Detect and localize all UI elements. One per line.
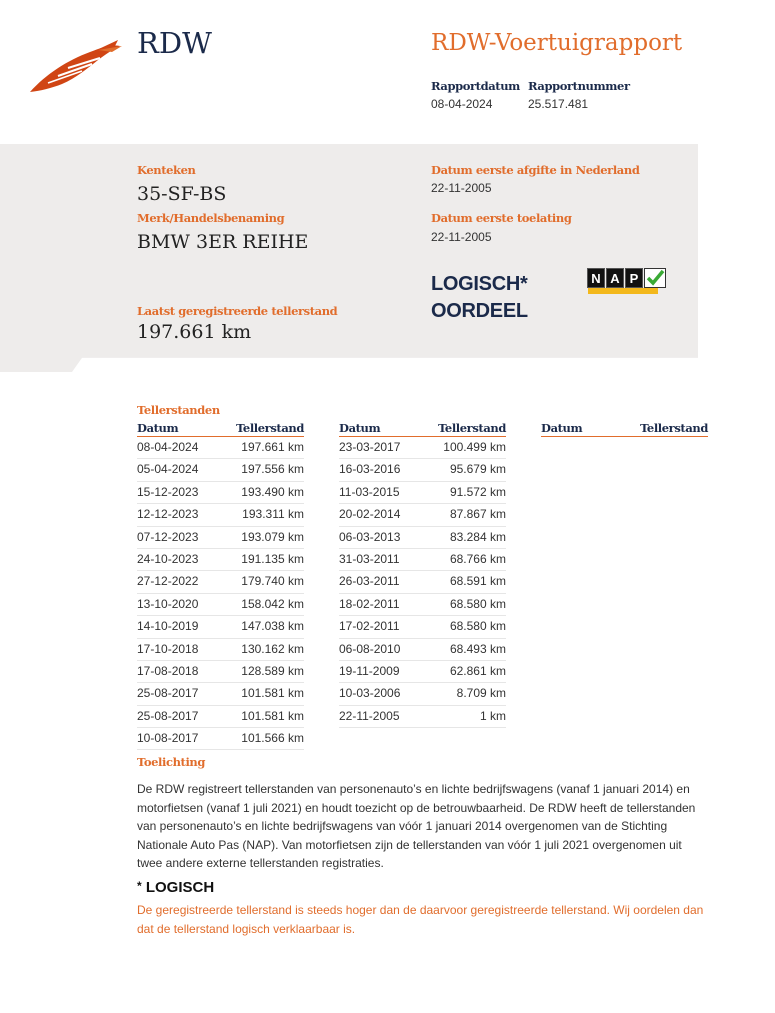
odometer-value: 197.661 km <box>137 321 252 343</box>
reading-row <box>137 728 304 750</box>
reading-row <box>339 616 506 638</box>
reading-row <box>137 594 304 616</box>
reading-date: 25-08-2017 <box>137 686 199 701</box>
reading-km: 197.556 km <box>241 462 304 477</box>
reading-date: 10-08-2017 <box>137 731 199 746</box>
reading-row <box>137 683 304 705</box>
reading-km: 193.311 km <box>242 507 304 522</box>
reading-row <box>137 706 304 728</box>
reading-row <box>339 437 506 459</box>
reading-date: 12-12-2023 <box>137 507 199 522</box>
first-nl-label: Datum eerste afgifte in Nederland <box>431 163 640 177</box>
reading-date: 25-08-2017 <box>137 708 199 723</box>
first-admission-value: 22-11-2005 <box>431 230 492 244</box>
reading-row <box>137 616 304 638</box>
date-header: Datum <box>137 421 179 435</box>
reading-date: 23-03-2017 <box>339 440 401 454</box>
reading-row <box>339 482 506 504</box>
logisch-text: De geregistreerde tellerstand is steeds hoger dan de daarvoor geregistreerde tellerstand. Wij oordelen dan dat de tellerstand logisch verklaarbaar is. <box>137 903 704 936</box>
reading-km: 101.566 km <box>241 731 304 746</box>
reading-km: 95.679 km <box>449 462 506 477</box>
brand-name: RDW <box>137 26 212 60</box>
reading-row <box>339 706 506 728</box>
reading-header: Tellerstand <box>236 421 304 435</box>
reading-km: 191.135 km <box>241 551 304 566</box>
reading-km: 1 km <box>479 708 506 723</box>
explanation-title: Toelichting <box>137 755 206 769</box>
reading-km: 128.589 km <box>241 663 304 678</box>
make-value: BMW 3ER REIHE <box>137 231 309 253</box>
report-date-label: Rapportdatum <box>431 79 520 93</box>
reading-row <box>339 639 506 661</box>
reading-km: 147.038 km <box>241 619 304 634</box>
reading-date: 05-04-2024 <box>137 462 199 477</box>
reading-row <box>137 437 304 459</box>
nap-underline <box>588 288 658 294</box>
reading-date: 14-10-2019 <box>137 619 199 634</box>
plate-label: Kenteken <box>137 163 196 177</box>
reading-km: 158.042 km <box>241 596 304 611</box>
reading-date: 17-08-2018 <box>137 663 199 678</box>
reading-date: 11-03-2015 <box>339 484 400 499</box>
reading-date: 08-04-2024 <box>137 440 199 454</box>
reading-km: 100.499 km <box>443 440 506 454</box>
reading-row <box>137 549 304 571</box>
reading-km: 83.284 km <box>449 529 506 544</box>
check-icon <box>644 268 666 288</box>
reading-date: 07-12-2023 <box>137 529 199 544</box>
reading-row <box>137 504 304 526</box>
reading-row <box>137 459 304 481</box>
reading-row <box>137 661 304 683</box>
asterisk-marker: * <box>137 879 142 893</box>
reading-date: 06-03-2013 <box>339 529 401 544</box>
rdw-logo-icon <box>28 38 124 94</box>
readings-column-2 <box>339 421 506 728</box>
verdict-line-2: OORDEEL <box>431 300 528 322</box>
reading-km: 130.162 km <box>241 641 304 656</box>
reading-km: 68.591 km <box>449 574 506 589</box>
reading-row <box>339 661 506 683</box>
reading-row <box>339 504 506 526</box>
logisch-heading-text: LOGISCH <box>145 879 215 896</box>
reading-km: 101.581 km <box>241 686 304 701</box>
reading-row <box>339 527 506 549</box>
readings-header <box>541 421 708 437</box>
reading-header: Tellerstand <box>640 421 708 435</box>
verdict-line-1: LOGISCH* <box>431 273 528 295</box>
reading-km: 193.490 km <box>241 484 304 499</box>
first-admission-label: Datum eerste toelating <box>431 211 572 225</box>
reading-km: 68.580 km <box>449 596 506 611</box>
reading-date: 24-10-2023 <box>137 551 199 566</box>
reading-date: 13-10-2020 <box>137 596 199 611</box>
reading-km: 179.740 km <box>241 574 304 589</box>
reading-km: 68.580 km <box>449 619 506 634</box>
nap-letter-p: P <box>625 268 643 288</box>
reading-row <box>339 549 506 571</box>
report-number-label: Rapportnummer <box>528 79 630 93</box>
readings-column-1 <box>137 421 304 750</box>
report-date: 08-04-2024 <box>431 97 493 111</box>
date-header: Datum <box>541 421 583 435</box>
reading-km: 193.079 km <box>241 529 304 544</box>
reading-km: 68.766 km <box>449 551 506 566</box>
nap-letter-a: A <box>606 268 624 288</box>
reading-km: 68.493 km <box>449 641 506 656</box>
logisch-heading <box>137 879 214 896</box>
readings-title: Tellerstanden <box>137 403 220 417</box>
reading-date: 19-11-2009 <box>339 663 400 678</box>
reading-date: 27-12-2022 <box>137 574 199 589</box>
reading-date: 06-08-2010 <box>339 641 401 656</box>
reading-header: Tellerstand <box>438 421 506 435</box>
odometer-label: Laatst geregistreerde tellerstand <box>137 304 338 318</box>
reading-date: 18-02-2011 <box>339 596 400 611</box>
readings-header <box>339 421 506 437</box>
reading-km: 91.572 km <box>449 484 506 499</box>
reading-date: 15-12-2023 <box>137 484 199 499</box>
reading-km: 87.867 km <box>449 507 506 522</box>
report-number: 25.517.481 <box>528 97 589 111</box>
reading-date: 22-11-2005 <box>339 708 400 723</box>
reading-date: 17-10-2018 <box>137 641 199 656</box>
reading-row <box>339 459 506 481</box>
reading-km: 62.861 km <box>449 663 506 678</box>
date-header: Datum <box>339 421 381 435</box>
reading-row <box>137 482 304 504</box>
report-title: RDW-Voertuigrapport <box>431 30 683 56</box>
plate-value: 35-SF-BS <box>137 183 227 205</box>
reading-date: 17-02-2011 <box>339 619 400 634</box>
reading-date: 16-03-2016 <box>339 462 401 477</box>
reading-date: 26-03-2011 <box>339 574 400 589</box>
first-nl-value: 22-11-2005 <box>431 181 492 195</box>
nap-letter-n: N <box>587 268 605 288</box>
reading-row <box>137 571 304 593</box>
reading-row <box>339 571 506 593</box>
reading-row <box>339 594 506 616</box>
reading-km: 101.581 km <box>241 708 304 723</box>
readings-header <box>137 421 304 437</box>
vehicle-summary-panel <box>0 144 698 372</box>
reading-row <box>137 639 304 661</box>
explanation-text: De RDW registreert tellerstanden van personenauto’s en lichte bedrijfswagens (vanaf 1 januari 2014) en motorfietsen (vanaf 1 juli 2021) en houdt toezicht op de betrouwbaarheid. De RDW heeft de tellerstanden van personenauto’s en lichte bedrijfswagens van vóór 1 januari 2014 overgenomen van de Stichting Nationale Auto Pas (NAP). Van motorfietsen zijn de tellerstanden van vóór 1 juli 2021 overgenomen uit twee andere externe tellerstanden registraties. <box>137 782 696 870</box>
reading-km: 8.709 km <box>456 686 506 701</box>
readings-column-3 <box>541 421 708 437</box>
reading-row <box>137 527 304 549</box>
reading-row <box>339 683 506 705</box>
reading-date: 20-02-2014 <box>339 507 401 522</box>
reading-km: 197.661 km <box>241 440 304 454</box>
reading-date: 10-03-2006 <box>339 686 401 701</box>
make-label: Merk/Handelsbenaming <box>137 211 285 225</box>
reading-date: 31-03-2011 <box>339 551 400 566</box>
